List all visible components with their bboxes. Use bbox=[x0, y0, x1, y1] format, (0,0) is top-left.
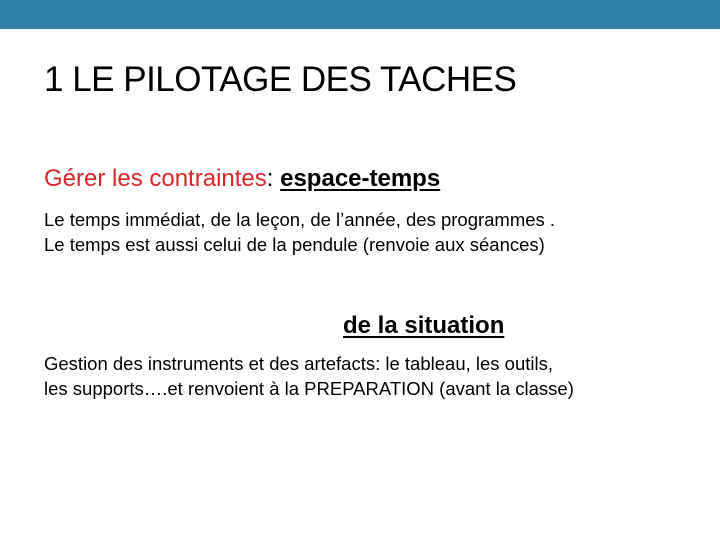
paragraph-situation bbox=[44, 351, 574, 401]
paragraph-line: Gestion des instruments et des artefacts: le tableau, les outils, bbox=[44, 353, 554, 374]
paragraph-line: Le temps immédiat, de la leçon, de l’année, des programmes . bbox=[44, 209, 556, 230]
section-heading-situation: de la situation bbox=[343, 312, 505, 339]
heading-lead-text: Gérer les contraintes bbox=[44, 165, 267, 192]
top-accent-bar bbox=[0, 0, 720, 29]
heading-emphasis-espace-temps: espace-temps bbox=[280, 165, 441, 192]
paragraph-line: Le temps est aussi celui de la pendule (renvoie aux séances) bbox=[44, 234, 545, 255]
paragraph-line: les supports….et renvoient à la PREPARATION (avant la classe) bbox=[44, 378, 574, 399]
slide-title: 1 LE PILOTAGE DES TACHES bbox=[44, 60, 517, 99]
section-heading-espace-temps bbox=[44, 165, 440, 194]
paragraph-temps bbox=[44, 207, 555, 257]
heading-colon: : bbox=[266, 165, 281, 192]
